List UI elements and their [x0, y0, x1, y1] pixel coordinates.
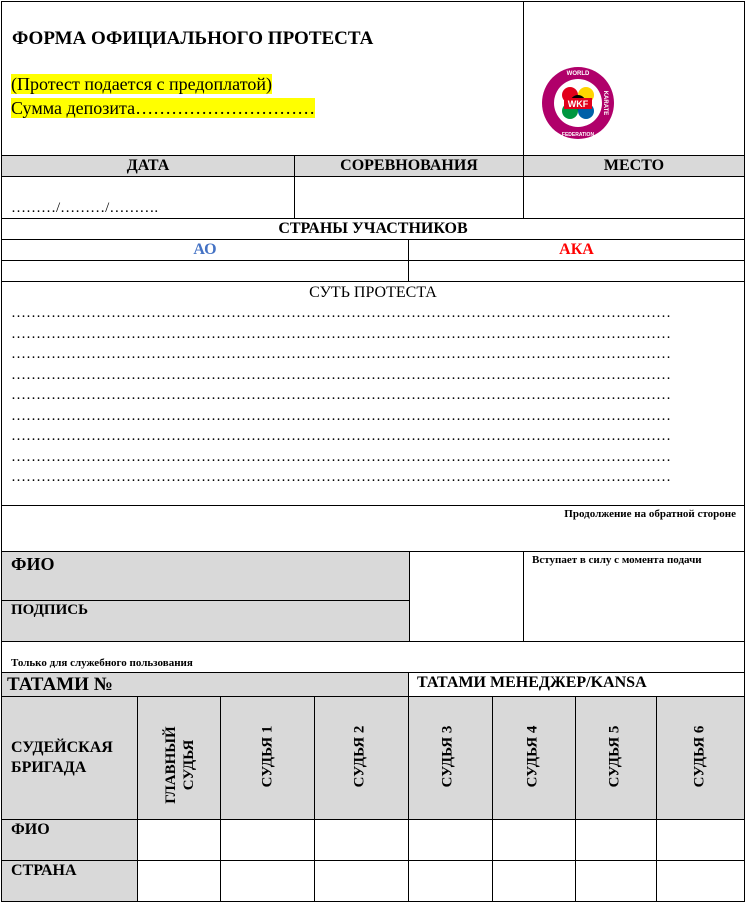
row-fio-label-cell	[1, 819, 138, 861]
protest-block[interactable]	[1, 281, 745, 506]
aka-country-field[interactable]	[408, 260, 745, 282]
competition-header	[294, 155, 524, 177]
protest-title: СУТЬ ПРОТЕСТА	[309, 284, 437, 301]
aka-label: АКА	[559, 241, 594, 258]
chief-judge-fio-field[interactable]	[137, 819, 221, 861]
judge-3-label: СУДЬЯ 3	[439, 725, 456, 788]
chief-judge-label	[162, 705, 198, 825]
fio-label-cell	[1, 551, 410, 601]
judge-5-header	[575, 696, 657, 820]
judge-5-country-field[interactable]	[575, 860, 657, 902]
date-header-label: ДАТА	[126, 157, 170, 174]
judge-1-fio-field[interactable]	[220, 819, 315, 861]
wkf-logo	[540, 65, 616, 141]
deposit-line	[11, 98, 315, 119]
logo-text-bottom: FEDERATION	[561, 132, 595, 138]
ao-country-field[interactable]	[1, 260, 409, 282]
protest-line: ……………………………………………………………………………………………………………………	[11, 469, 671, 485]
continued-note: Продолжение на обратной стороне	[564, 508, 736, 520]
tatami-number-label: ТАТАМИ №	[7, 674, 113, 695]
judge-5-label: СУДЬЯ 5	[606, 725, 623, 788]
protest-line: ……………………………………………………………………………………………………………………	[11, 448, 671, 465]
judge-1-country-field[interactable]	[220, 860, 315, 902]
judging-panel-cell	[1, 696, 138, 820]
judge-4-label: СУДЬЯ 4	[524, 725, 541, 788]
protest-line: ……………………………………………………………………………………………………………………	[11, 407, 671, 424]
judging-panel-label	[11, 738, 113, 778]
tatami-number-cell[interactable]	[1, 672, 409, 697]
logo-cell	[523, 1, 745, 156]
tatami-manager-label: ТАТАМИ МЕНЕДЖЕР/KANSA	[417, 674, 647, 691]
prepay-note	[11, 74, 272, 95]
judge-3-header	[408, 696, 493, 820]
signature-field[interactable]	[409, 551, 524, 642]
judge-4-country-field[interactable]	[492, 860, 576, 902]
logo-center-text: WKF	[567, 99, 589, 109]
judge-2-label: СУДЬЯ 2	[351, 725, 368, 788]
judge-2-country-field[interactable]	[314, 860, 409, 902]
judging-panel-line-2: БРИГАДА	[11, 759, 87, 776]
judge-3-country-field[interactable]	[408, 860, 493, 902]
judge-3-fio-field[interactable]	[408, 819, 493, 861]
logo-text-right: KARATE	[602, 90, 608, 116]
effective-note-cell	[523, 551, 745, 642]
protest-line: ……………………………………………………………………………………………………………………	[11, 366, 671, 383]
aka-header	[408, 239, 745, 261]
countries-title-text: СТРАНЫ УЧАСТНИКОВ	[278, 220, 468, 237]
fio-label: ФИО	[11, 554, 55, 574]
chief-judge-country-field[interactable]	[137, 860, 221, 902]
prepay-note-text: (Протест подается с предоплатой)	[11, 74, 272, 94]
tatami-manager-cell[interactable]	[408, 672, 745, 697]
judging-panel-line-1: СУДЕЙСКАЯ	[11, 739, 113, 756]
judge-2-header	[314, 696, 409, 820]
form-title: ФОРМА ОФИЦИАЛЬНОГО ПРОТЕСТА	[12, 28, 374, 49]
ao-header	[1, 239, 409, 261]
protest-lines	[11, 303, 737, 488]
effective-note: Вступает в силу с момента подачи	[532, 554, 702, 566]
judge-2-fio-field[interactable]	[314, 819, 409, 861]
header-title-cell	[1, 1, 524, 156]
competition-field[interactable]	[294, 176, 524, 219]
logo-text-top: WORLD	[566, 71, 590, 77]
judge-1-label: СУДЬЯ 1	[259, 725, 276, 788]
chief-judge-line-1: ГЛАВНЫЙ	[163, 726, 179, 804]
row-country-label-cell	[1, 860, 138, 902]
chief-judge-header	[137, 696, 221, 820]
row-fio-label: ФИО	[11, 821, 50, 838]
judge-4-fio-field[interactable]	[492, 819, 576, 861]
row-country-label: СТРАНА	[11, 862, 77, 879]
date-field-value: ………/………/……….	[11, 200, 159, 216]
continued-note-cell	[1, 505, 745, 552]
protest-line: ……………………………………………………………………………………………………………………	[11, 346, 671, 362]
ao-label: АО	[193, 241, 217, 258]
judge-6-label: СУДЬЯ 6	[691, 725, 708, 788]
official-use-note: Только для служебного пользования	[11, 657, 193, 669]
place-header-label: МЕСТО	[603, 157, 665, 174]
official-use-cell	[1, 641, 745, 673]
protest-line: ……………………………………………………………………………………………………………………	[11, 325, 671, 342]
date-field[interactable]	[1, 176, 295, 219]
judge-4-header	[492, 696, 576, 820]
place-field[interactable]	[523, 176, 745, 219]
countries-title	[1, 218, 745, 240]
deposit-line-text: Сумма депозита…………………………	[11, 98, 316, 118]
chief-judge-line-2: СУДЬЯ	[181, 739, 197, 791]
judge-6-header	[656, 696, 745, 820]
signature-label: ПОДПИСЬ	[11, 602, 88, 618]
protest-line: ……………………………………………………………………………………………………………………	[11, 428, 671, 444]
protest-line: ……………………………………………………………………………………………………………………	[11, 305, 671, 321]
signature-label-cell	[1, 600, 410, 642]
date-header	[1, 155, 295, 177]
judge-6-fio-field[interactable]	[656, 819, 745, 861]
judge-6-country-field[interactable]	[656, 860, 745, 902]
judge-5-fio-field[interactable]	[575, 819, 657, 861]
protest-line: ……………………………………………………………………………………………………………………	[11, 387, 671, 403]
judge-1-header	[220, 696, 315, 820]
competition-header-label: СОРЕВНОВАНИЯ	[340, 157, 478, 174]
place-header	[523, 155, 745, 177]
